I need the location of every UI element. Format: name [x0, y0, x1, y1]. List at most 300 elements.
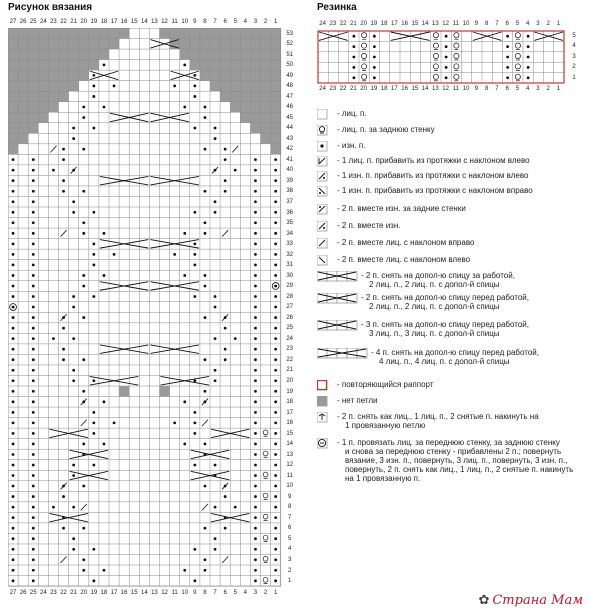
- column-number: 17: [391, 21, 398, 27]
- purl-dot: [214, 548, 217, 551]
- twisted-knit-symbol: [362, 74, 367, 81]
- row-number: 39: [286, 177, 294, 184]
- purl-dot: [204, 443, 207, 446]
- purl-dot: [32, 516, 35, 519]
- legend-text: [337, 141, 365, 150]
- legend-text-line: - 1 лиц. п. прибавить из протяжки с наклоном влево: [337, 156, 530, 165]
- legend-text-line: вязание, 3 изн. п., повернуть, 3 лиц. п., повернуть, 3 изн. п.,: [345, 456, 568, 465]
- legend-text-line: на 1 провязанную п.: [345, 474, 421, 483]
- purl-dot: [506, 45, 509, 48]
- purl-dot: [12, 190, 15, 193]
- legend-text: [361, 271, 515, 289]
- purl-dot: [274, 348, 277, 351]
- purl-dot: [92, 264, 95, 267]
- purl-dot: [103, 106, 106, 109]
- purl-dot: [103, 400, 106, 403]
- cable-cross: [150, 282, 199, 291]
- main-chart-title: Рисунок вязания: [8, 2, 93, 13]
- purl-dot: [12, 453, 15, 456]
- purl-dot: [62, 495, 65, 498]
- purl-dot: [32, 327, 35, 330]
- purl-dot: [193, 85, 196, 88]
- column-number: 7: [213, 19, 217, 25]
- purl-dot: [12, 569, 15, 572]
- row-number: 33: [286, 241, 294, 248]
- legend-text: [337, 438, 573, 483]
- legend-text-line: - 2 п. вместе лиц. с наклоном вправо: [337, 238, 475, 247]
- purl-dot: [103, 569, 106, 572]
- column-number: 9: [193, 590, 197, 597]
- purl-dot: [204, 285, 207, 288]
- purl-dot: [274, 485, 277, 488]
- purl-dot: [254, 358, 257, 361]
- purl-dot: [274, 369, 277, 372]
- legend-text-line: - 2 п. снять как лиц., 1 лиц. п., 2 снятые п. накинуть на: [337, 412, 539, 421]
- purl-dot: [224, 158, 227, 161]
- purl-dot: [92, 411, 95, 414]
- purl-dot: [82, 190, 85, 193]
- row-number: 34: [286, 230, 294, 237]
- purl-dot: [254, 485, 257, 488]
- knitting-pattern-chart: [8, 28, 282, 587]
- purl-dot: [204, 274, 207, 277]
- purl-dot: [274, 158, 277, 161]
- column-number: 15: [130, 19, 138, 25]
- column-number: 15: [411, 86, 419, 92]
- twisted-knit-symbol: [454, 53, 459, 60]
- purl-dot: [352, 56, 355, 59]
- purl-dot: [32, 379, 35, 382]
- cable-cross: [319, 32, 348, 40]
- purl-dot: [224, 190, 227, 193]
- purl-dot: [193, 74, 196, 77]
- legend-text-line: и снова за переднюю стенку - прибавлены 2 п.; повернуть: [345, 447, 562, 456]
- purl-two-together-icon: [317, 221, 328, 232]
- row-number: 19: [286, 388, 294, 395]
- no-stitch-icon: [317, 396, 328, 407]
- purl-dot: [254, 253, 257, 256]
- purl-dot: [193, 579, 196, 582]
- purl-dot: [254, 337, 257, 340]
- purl-dot: [254, 348, 257, 351]
- purl-dot: [12, 400, 15, 403]
- purl-dot: [12, 358, 15, 361]
- purl-dot: [527, 76, 530, 79]
- purl-dot: [32, 495, 35, 498]
- purl-dot: [506, 66, 509, 69]
- column-number: 19: [370, 86, 378, 92]
- column-number: 2: [263, 19, 268, 25]
- column-number: 16: [401, 86, 408, 92]
- purl-dot: [254, 169, 257, 172]
- no-stitch-cell: [160, 386, 170, 397]
- purl-dot: [274, 443, 277, 446]
- purl-dot: [274, 179, 277, 182]
- purl-dot: [193, 421, 196, 424]
- row-number: 21: [286, 367, 294, 374]
- purl-dot: [12, 295, 15, 298]
- purl-dot: [12, 274, 15, 277]
- column-number: 22: [339, 21, 347, 27]
- purl-dot: [193, 95, 196, 98]
- legend-text-line: - лиц. п. за заднюю стенку: [337, 125, 435, 134]
- column-number: 5: [233, 19, 237, 25]
- column-number: 6: [223, 590, 227, 597]
- purl-dot: [254, 264, 257, 267]
- column-number: 13: [432, 21, 439, 27]
- purl-dot: [32, 443, 35, 446]
- row-number: 14: [286, 441, 294, 448]
- twisted-knit-symbol: [263, 577, 268, 583]
- purl-dot: [193, 548, 196, 551]
- purl-dot: [254, 569, 257, 572]
- purl-dot: [32, 464, 35, 467]
- row-number: 49: [286, 72, 294, 79]
- purl-dot: [32, 337, 35, 340]
- purl-dot: [12, 348, 15, 351]
- legend-text-line: - 1 изн. п. прибавить из протяжки с наклоном вправо: [337, 186, 533, 195]
- purl-dot: [254, 464, 257, 467]
- row-number: 15: [286, 430, 294, 437]
- row-number: 46: [286, 104, 294, 111]
- purl-dot: [62, 179, 65, 182]
- twisted-knit-symbol: [362, 43, 367, 50]
- purl-dot: [193, 264, 196, 267]
- legend-text-line: - нет петли: [337, 396, 378, 405]
- purl-dot: [82, 358, 85, 361]
- purl-dot: [92, 379, 95, 382]
- purl-dot: [193, 379, 196, 382]
- row-number: 31: [286, 262, 294, 269]
- column-number: 24: [319, 21, 326, 27]
- column-number: 18: [100, 19, 108, 25]
- purl-dot: [52, 169, 55, 172]
- column-number: 6: [505, 86, 509, 92]
- decrease-mark: [212, 167, 218, 174]
- purl-dot: [214, 537, 217, 540]
- purl-dot: [82, 527, 85, 530]
- purl-dot: [274, 527, 277, 530]
- purl-dot: [32, 548, 35, 551]
- purl-dot: [62, 527, 65, 530]
- column-number: 23: [329, 86, 337, 92]
- purl-dot: [12, 579, 15, 582]
- row-number: 38: [286, 188, 294, 195]
- purl-dot: [92, 579, 95, 582]
- purl-dot: [72, 295, 75, 298]
- column-number: 18: [380, 21, 388, 27]
- purl-dot: [274, 295, 277, 298]
- purl-dot: [274, 558, 277, 561]
- purl-dot: [52, 337, 55, 340]
- increase-purl-right-icon: [317, 186, 328, 197]
- column-number: 21: [70, 19, 77, 25]
- purl-dot: [52, 506, 55, 509]
- purl-dot: [32, 432, 35, 435]
- cable-2x2-back-icon: [317, 271, 358, 282]
- purl-dot: [254, 443, 257, 446]
- column-number: 12: [161, 590, 168, 597]
- legend-text-line: 2 лиц. п., 2 лиц. п. с допол-й спицы: [369, 280, 500, 289]
- column-number: 24: [319, 86, 326, 92]
- twisted-knit-symbol: [263, 472, 268, 478]
- legend-text: [337, 125, 435, 134]
- purl-dot: [173, 253, 176, 256]
- purl-dot: [183, 106, 186, 109]
- purl-dot: [12, 548, 15, 551]
- legend-text: [337, 221, 400, 230]
- cable-cross: [100, 282, 148, 291]
- column-number: 26: [19, 590, 27, 597]
- purl-dot: [214, 369, 217, 372]
- column-number: 11: [171, 590, 178, 597]
- purl-dot: [12, 506, 15, 509]
- purl-dot: [373, 66, 376, 69]
- purl-dot: [32, 390, 35, 393]
- column-number: 12: [161, 19, 168, 25]
- cable-3x3-front-icon: [317, 320, 358, 331]
- purl-dot: [254, 232, 257, 235]
- column-number: 24: [40, 590, 47, 597]
- purl-dot: [214, 200, 217, 203]
- purl-dot: [352, 76, 355, 79]
- decrease-mark: [202, 504, 208, 511]
- row-number: 43: [286, 135, 294, 142]
- purl-dot: [224, 358, 227, 361]
- legend-text-line: 3 лиц. п., 3 лиц. п. с допол-й спицы: [369, 329, 500, 338]
- column-number: 27: [9, 590, 17, 597]
- row-number: 6: [288, 525, 292, 532]
- column-number: 13: [432, 86, 439, 92]
- row-number: 52: [286, 41, 294, 48]
- row-number: 24: [286, 335, 294, 342]
- decrease-mark: [222, 314, 228, 321]
- purl-dot: [214, 379, 217, 382]
- column-number: 1: [273, 19, 278, 25]
- purl-dot: [204, 190, 207, 193]
- purl-dot: [32, 558, 35, 561]
- repeat-box-icon: [317, 380, 328, 391]
- column-number: 23: [329, 21, 337, 27]
- purl-dot: [527, 66, 530, 69]
- purl-dot: [173, 85, 176, 88]
- increase-mark: [61, 483, 67, 490]
- increase-mark: [81, 420, 87, 427]
- purl-dot: [274, 327, 277, 330]
- legend-text-line: - 2 п. снять на допол-ю спицу перед работой,: [361, 293, 529, 302]
- purl-dot: [204, 569, 207, 572]
- increase-left-icon: [317, 156, 328, 167]
- legend-text: [337, 412, 539, 430]
- purl-dot: [32, 211, 35, 214]
- row-number: 11: [286, 472, 293, 479]
- purl-dot: [32, 421, 35, 424]
- purl-dot: [254, 400, 257, 403]
- purl-dot: [204, 527, 207, 530]
- cable-cross: [473, 32, 502, 40]
- cable-cross: [100, 176, 148, 185]
- purl-dot: [12, 495, 15, 498]
- cable-cross: [100, 345, 148, 354]
- purl-dot: [445, 56, 448, 59]
- legend-text-line: - 2 п. снять на допол-ю спицу за работой,: [361, 271, 515, 280]
- purl-dot: [82, 274, 85, 277]
- purl-dot: [82, 390, 85, 393]
- column-number: 12: [442, 86, 449, 92]
- purl-dot: [32, 537, 35, 540]
- purl-dot: [445, 76, 448, 79]
- column-number: 9: [193, 19, 197, 25]
- purl-dot: [12, 179, 15, 182]
- purl-dot: [224, 148, 227, 151]
- purl-dot: [12, 337, 15, 340]
- purl-dot: [274, 242, 277, 245]
- legend-text: [337, 380, 433, 389]
- row-number: 22: [286, 356, 294, 363]
- purl-dot: [12, 169, 15, 172]
- legend-text-line: - 1 п. провязать лиц. за переднюю стенку, за заднюю стенку: [337, 438, 560, 447]
- purl-dot: [204, 558, 207, 561]
- purl-dot: [82, 285, 85, 288]
- column-number: 21: [350, 86, 357, 92]
- column-number: 15: [130, 590, 138, 597]
- column-number: 11: [452, 21, 459, 27]
- purl-dot: [254, 190, 257, 193]
- purl-dot: [254, 158, 257, 161]
- purl-dot: [183, 274, 186, 277]
- purl-dot: [103, 443, 106, 446]
- purl-dot: [274, 506, 277, 509]
- column-number: 4: [525, 86, 530, 92]
- purl-dot: [193, 242, 196, 245]
- column-number: 20: [360, 21, 367, 27]
- legend-text: [361, 293, 529, 311]
- decrease-mark: [222, 557, 228, 564]
- purl-dot: [12, 264, 15, 267]
- row-number: 2: [288, 567, 292, 574]
- purl-dot: [193, 253, 196, 256]
- row-number: 17: [286, 409, 294, 416]
- cable-cross: [150, 240, 199, 249]
- purl-dot: [72, 474, 75, 477]
- purl-dot: [12, 253, 15, 256]
- purl-dot: [82, 116, 85, 119]
- twisted-knit-symbol: [433, 43, 438, 50]
- column-number: 15: [411, 21, 419, 27]
- column-number: 25: [29, 590, 37, 597]
- purl-dot: [82, 569, 85, 572]
- row-number: 10: [286, 483, 294, 490]
- twisted-knit-symbol: [433, 74, 438, 81]
- purl-dot: [183, 443, 186, 446]
- purl-dot: [204, 116, 207, 119]
- legend-text-line: 2 лиц. п., 2 лиц. п. с допол-й спицы: [369, 302, 500, 311]
- rib-chart-title: Резинка: [317, 2, 357, 13]
- column-number: 9: [474, 21, 479, 27]
- purl-dot: [254, 379, 257, 382]
- column-number: 22: [339, 86, 347, 92]
- twisted-knit-symbol: [454, 64, 459, 71]
- purl-dot: [352, 45, 355, 48]
- row-number: 9: [288, 493, 292, 500]
- row-number: 30: [286, 272, 294, 279]
- column-number: 10: [462, 21, 470, 27]
- purl-dot: [193, 464, 196, 467]
- purl-dot: [113, 253, 116, 256]
- row-number: 36: [286, 209, 294, 216]
- purl-dot: [12, 221, 15, 224]
- cable-cross: [90, 376, 139, 385]
- column-number: 7: [213, 590, 217, 597]
- column-number: 18: [380, 86, 388, 92]
- row-number: 51: [286, 51, 294, 58]
- purl-dot: [204, 148, 207, 151]
- purl-dot: [12, 558, 15, 561]
- purl-dot: [12, 474, 15, 477]
- increase-mark: [81, 399, 87, 406]
- purl-dot: [32, 200, 35, 203]
- purl-dot: [92, 95, 95, 98]
- purl-dot: [254, 285, 257, 288]
- purl-dot: [204, 485, 207, 488]
- purl-dot: [254, 474, 257, 477]
- row-number: 35: [286, 220, 294, 227]
- purl-dot: [274, 274, 277, 277]
- purl-dot: [62, 148, 65, 151]
- purl-dot: [32, 158, 35, 161]
- purl-dot: [103, 232, 106, 235]
- row-number: 20: [286, 377, 294, 384]
- purl-dot: [274, 464, 277, 467]
- purl-dot: [214, 337, 217, 340]
- purl-dot: [373, 56, 376, 59]
- row-number: 44: [286, 125, 294, 132]
- column-number: 4: [525, 21, 530, 27]
- purl-dot: [12, 464, 15, 467]
- column-number: 8: [203, 19, 207, 25]
- purl-dot: [274, 537, 277, 540]
- column-number: 8: [484, 86, 489, 92]
- column-number: 22: [60, 19, 67, 25]
- column-number: 18: [100, 590, 108, 597]
- purl-dot: [32, 506, 35, 509]
- purl-dot: [254, 211, 257, 214]
- row-number: 7: [288, 514, 292, 521]
- cable-4x4-front-icon: [317, 348, 368, 359]
- purl-dot: [32, 569, 35, 572]
- row-number: 27: [286, 304, 294, 311]
- purl-dot: [12, 379, 15, 382]
- purl-dot: [204, 221, 207, 224]
- column-number: 8: [484, 21, 489, 27]
- purl-dot: [274, 379, 277, 382]
- legend-text: [337, 204, 466, 213]
- twisted-knit-symbol: [454, 74, 459, 81]
- purl-dot: [82, 485, 85, 488]
- purl-dot: [274, 421, 277, 424]
- purl-dot: [254, 200, 257, 203]
- purl-dot: [103, 63, 106, 66]
- purl-dot: [274, 221, 277, 224]
- row-number: 41: [286, 156, 294, 163]
- legend-text: [337, 171, 528, 180]
- twisted-knit-symbol: [433, 53, 438, 60]
- column-number: 17: [110, 19, 118, 25]
- row-number: 29: [286, 283, 294, 290]
- purl-dot: [103, 274, 106, 277]
- column-number: 21: [70, 590, 77, 597]
- purl-dot: [254, 432, 257, 435]
